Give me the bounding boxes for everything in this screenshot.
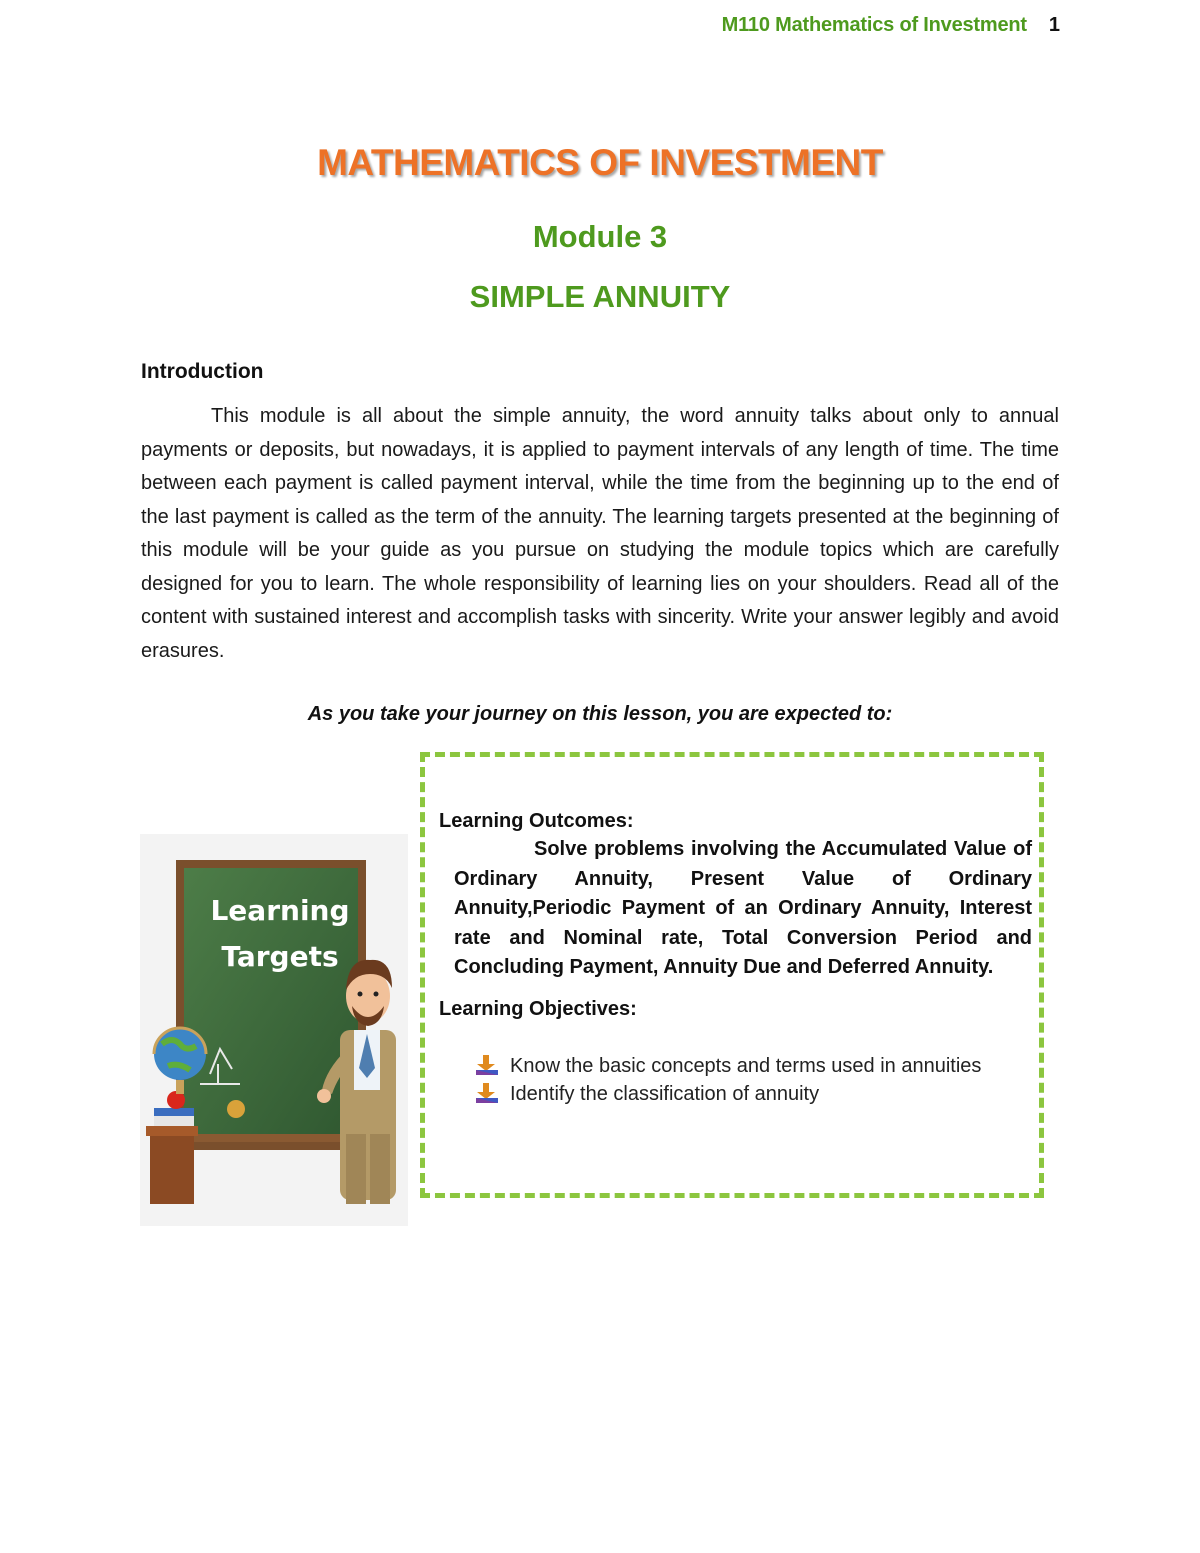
board-text-targets: Targets: [221, 940, 339, 973]
objective-text: Identify the classification of annuity: [510, 1083, 820, 1105]
page-header: [722, 14, 1060, 37]
module-number: Module 3: [532, 219, 668, 254]
header-course-title: M110 Mathematics of Investment: [721, 14, 1027, 36]
introduction-body: [141, 400, 1059, 668]
teacher-chalkboard-image: [140, 834, 408, 1226]
page-number: 1: [1048, 14, 1060, 36]
learning-targets-illustration: [140, 834, 408, 1226]
learning-outcomes-body: Solve problems involving the Accumulated Value of Ordinary Annuity, Present Value of Ordinary Annuity,Periodic Payment of an Ordinary Annuity, Interest rate and Nominal rate, Total Conversion Period and Concluding Payment, Annuity Due and Deferred Annuity.: [454, 838, 1032, 978]
document-title: MATHEMATICS OF INVESTMENT: [317, 142, 883, 183]
board-text-learning: Learning: [210, 894, 350, 927]
learning-outcomes-heading: Learning Outcomes:: [439, 810, 634, 832]
learning-objectives-heading: Learning Objectives:: [439, 998, 637, 1020]
arrow-bullet-icon: [474, 1054, 500, 1078]
objective-text: Know the basic concepts and terms used in annuities: [510, 1055, 982, 1077]
arrow-bullet-icon: [474, 1082, 500, 1106]
expectation-line: As you take your journey on this lesson, you are expected to:: [307, 703, 893, 725]
introduction-heading: Introduction: [141, 360, 264, 383]
learning-objectives-list: [474, 1052, 981, 1108]
introduction-text: This module is all about the simple annuity, the word annuity talks about only to annual payments or deposits, but nowadays, it is applied to payment intervals of any length of time. The time between each payment is called payment interval, while the time from the beginning up to the end of the last payment is called as the term of the annuity. The learning targets presented at the beginning of this module will be your guide as you pursue on studying the module topics which are carefully designed for you to learn. The whole responsibility of learning lies on your shoulders. Read all of the content with sustained interest and accomplish tasks with sincerity. Write your answer legibly and avoid erasures.: [141, 405, 1059, 662]
learning-outcomes-text: [454, 835, 1032, 983]
module-title: SIMPLE ANNUITY: [469, 279, 731, 314]
list-item: [474, 1052, 981, 1080]
list-item: [474, 1080, 981, 1108]
